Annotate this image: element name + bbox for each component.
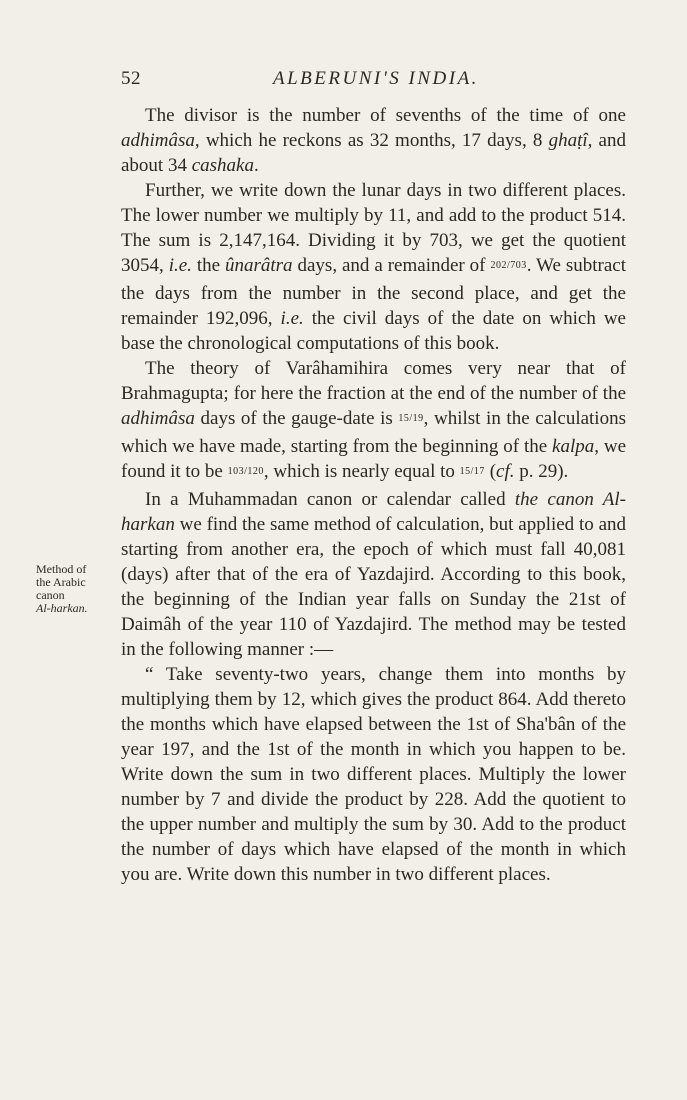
fraction: 15/17 bbox=[459, 466, 485, 477]
margin-note-line: Method of bbox=[36, 562, 87, 576]
margin-note-line: Al-harkan. bbox=[36, 601, 88, 615]
fraction: 202/703 bbox=[490, 260, 527, 271]
paragraph-lunar-days: Further, we write down the lunar days in two different places. The lower number we multiply by 11, and add to the product 514. The sum is 2,147,164. Dividing it by 703, we get the quotient 3054, i.e. the ûnarâtra days, and a remainder of 202/703. We subtract the days from the number in the second place, and get the remainder 192,096, i.e. the civil days of the date on which we base the chronological computations of this book. bbox=[121, 180, 626, 354]
page-number: 52 bbox=[121, 68, 141, 89]
paragraph-quotation: “ Take seventy-two years, change them into months by multiplying them by 12, which gives the product 864. Add thereto the months which have elapsed between the 1st of Sha'bân of the year 197, and the 1st of the month in which you happen to be. Write down the sum in two different places. Multiply the lower number by 7 and divide the product by 228. Add the quotient to the upper number and multiply the sum by 30. Add to the product the number of days which have elapsed of the month in which you are. Write down this number in two different places. bbox=[121, 664, 626, 885]
paragraph-varahamihira: The theory of Varâhamihira comes very near that of Brahmagupta; for here the fraction at the end of the number of the adhimâsa days of the gauge-date is 15/19, whilst in the calculations which we have made, starting from the beginning of the kalpa, we found it to be 103/120, which is nearly equal to 15/17 (cf. p. 29). bbox=[121, 358, 627, 482]
running-title: ALBERUNI'S INDIA. bbox=[273, 68, 479, 89]
fraction: 103/120 bbox=[227, 466, 264, 477]
margin-note bbox=[36, 563, 116, 615]
margin-note-line: the Arabic bbox=[36, 575, 86, 589]
paragraph-divisor: The divisor is the number of sevenths of the time of one adhimâsa, which he reckons as 32 months, 17 days, 8 ghaṭî, and about 34 cashaka. bbox=[121, 105, 626, 176]
margin-note-line: canon bbox=[36, 588, 65, 602]
body-text bbox=[121, 103, 626, 887]
fraction: 15/19 bbox=[398, 413, 424, 424]
paragraph-al-harkan: In a Muhammadan canon or calendar called the canon Al-harkan we find the same method of calculation, but applied to and starting from another era, the epoch of which must fall 40,081 (days) after that of the era of Yazdajird. According to this book, the beginning of the Indian year falls on Sunday the 21st of Daimâh of the year 110 of Yazdajird. The method may be tested in the following manner :— bbox=[121, 489, 626, 660]
